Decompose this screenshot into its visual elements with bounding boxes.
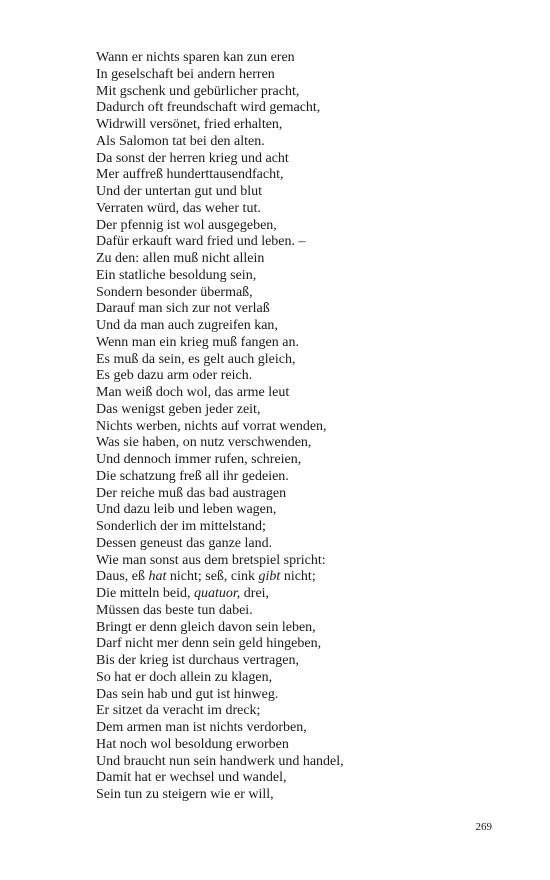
poem-line — [96, 50, 496, 67]
poem-line — [96, 318, 496, 335]
line-text: In geselschaft bei andern herren — [96, 66, 275, 82]
line-text: Der reiche muß das bad austragen — [96, 485, 287, 501]
line-text: Ein statliche besoldung sein, — [96, 267, 257, 283]
poem-line — [96, 603, 496, 620]
line-text: Die mitteln beid, — [96, 586, 194, 601]
poem-line — [96, 117, 496, 134]
line-text: Darauf man sich zur not verlaß — [96, 301, 270, 317]
line-text: Und braucht nun sein handwerk und handel, — [96, 753, 344, 769]
poem-line — [96, 67, 496, 84]
line-text: Die schatzung freß all ihr gedeien. — [96, 468, 289, 484]
line-text: Was sie haben, on nutz verschwenden, — [96, 435, 312, 451]
line-text: Mer auffreß hunderttausendfacht, — [96, 167, 284, 183]
poem-line — [96, 419, 496, 436]
poem-line — [96, 687, 496, 704]
line-text: Sein tun zu steigern wie er will, — [96, 787, 274, 802]
line-text: Sonderlich der im mittelstand; — [96, 519, 266, 534]
line-text: Daus, eß — [96, 569, 149, 585]
line-text: Darf nicht mer denn sein geld hingeben, — [96, 636, 322, 652]
line-text: Sondern besonder übermaß, — [96, 284, 253, 300]
line-text: nicht; seß, cink — [166, 569, 259, 585]
poem-line — [96, 536, 496, 553]
line-text: Dafür erkauft ward fried und leben. – — [96, 234, 306, 250]
line-text: Verraten würd, das weher tut. — [96, 200, 261, 216]
poem-line — [96, 586, 496, 603]
line-text: Und dennoch immer rufen, schreien, — [96, 452, 302, 467]
poem-line — [96, 653, 496, 670]
poem-line — [96, 385, 496, 402]
line-text: Man weiß doch wol, das arme leut — [96, 385, 290, 400]
line-text: Damit hat er wechsel und wandel, — [96, 770, 287, 786]
italic-word: hat — [148, 569, 167, 585]
line-text: Und der untertan gut und blut — [96, 184, 263, 199]
line-text: drei, — [240, 586, 270, 601]
poem-line — [96, 486, 496, 503]
poem-line — [96, 335, 496, 352]
poem-line — [96, 251, 496, 268]
poem-line — [96, 184, 496, 201]
poem-line — [96, 569, 496, 586]
poem-line — [96, 519, 496, 536]
poem-line — [96, 84, 496, 101]
poem-line — [96, 469, 496, 486]
line-text: Wie man sonst aus dem bretspiel spricht: — [96, 552, 326, 568]
poem-line — [96, 134, 496, 151]
poem-line — [96, 368, 496, 385]
line-text: Der pfennig ist wol ausgegeben, — [96, 217, 277, 233]
italic-word: gibt — [258, 569, 281, 585]
poem-line — [96, 737, 496, 754]
line-text: Und da man auch zugreifen kan, — [96, 318, 278, 333]
line-text: Das sein hab und gut ist hinweg. — [96, 686, 279, 702]
poem-line — [96, 100, 496, 117]
line-text: Das wenigst geben jeder zeit, — [96, 401, 261, 417]
line-text: Dadurch oft freundschaft wird gemacht, — [96, 100, 321, 116]
poem-line — [96, 352, 496, 369]
line-text: Dem armen man ist nichts verdorben, — [96, 720, 307, 735]
poem-text — [96, 50, 496, 804]
poem-line — [96, 670, 496, 687]
poem-line — [96, 553, 496, 570]
line-text: Wenn man ein krieg muß fangen an. — [96, 334, 299, 350]
poem-line — [96, 201, 496, 218]
line-text: Zu den: allen muß nicht allein — [96, 251, 265, 266]
poem-line — [96, 285, 496, 302]
poem-line — [96, 268, 496, 285]
poem-line — [96, 754, 496, 771]
poem-line — [96, 167, 496, 184]
line-text: Bis der krieg ist durchaus vertragen, — [96, 653, 299, 668]
line-text: Es muß da sein, es gelt auch gleich, — [96, 351, 296, 367]
page-number: 269 — [475, 821, 492, 833]
poem-line — [96, 234, 496, 251]
line-text: Und dazu leib und leben wagen, — [96, 502, 277, 518]
line-text: Da sonst der herren krieg und acht — [96, 150, 289, 166]
poem-line — [96, 218, 496, 235]
line-text: So hat er doch allein zu klagen, — [96, 669, 273, 685]
line-text: Es geb dazu arm oder reich. — [96, 368, 253, 384]
poem-line — [96, 770, 496, 787]
line-text: Hat noch wol besoldung erworben — [96, 736, 289, 752]
poem-line — [96, 435, 496, 452]
poem-line — [96, 452, 496, 469]
line-text: nicht; — [280, 569, 316, 585]
italic-word: quatuor, — [193, 586, 241, 601]
poem-line — [96, 402, 496, 419]
poem-line — [96, 703, 496, 720]
line-text: Mit gschenk und gebürlicher pracht, — [96, 83, 300, 99]
poem-line — [96, 787, 496, 804]
poem-line — [96, 620, 496, 637]
poem-line — [96, 301, 496, 318]
line-text: Als Salomon tat bei den alten. — [96, 133, 265, 149]
line-text: Er sitzet da veracht im dreck; — [96, 703, 261, 719]
poem-line — [96, 502, 496, 519]
line-text: Müssen das beste tun dabei. — [96, 602, 253, 618]
line-text: Wann er nichts sparen kan zun eren — [96, 50, 295, 65]
poem-line — [96, 720, 496, 737]
line-text: Nichts werben, nichts auf vorrat wenden, — [96, 418, 327, 434]
line-text: Dessen geneust das ganze land. — [96, 535, 273, 551]
line-text: Widrwill versönet, fried erhalten, — [96, 117, 283, 132]
line-text: Bringt er denn gleich davon sein leben, — [96, 619, 316, 635]
poem-line — [96, 151, 496, 168]
poem-line — [96, 636, 496, 653]
